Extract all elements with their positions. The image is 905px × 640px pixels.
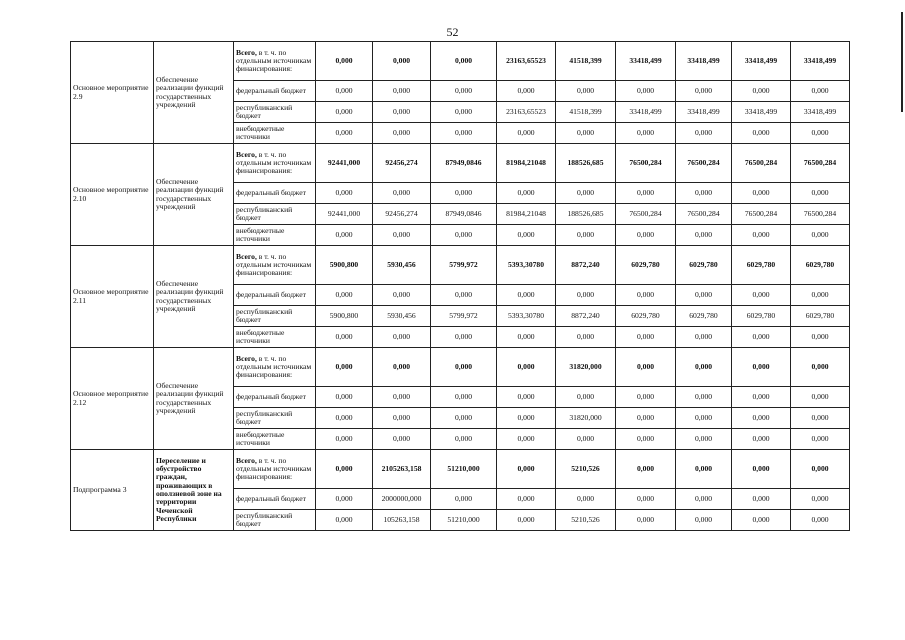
value-cell: 0,000 [732,327,791,348]
value-cell: 41518,399 [556,42,616,81]
value-cell: 0,000 [616,285,676,306]
value-cell: 0,000 [616,81,676,102]
value-cell: 0,000 [431,123,497,144]
value-cell: 0,000 [316,183,373,204]
funding-source-label: республиканский бюджет [236,408,293,426]
value-cell: 8872,240 [556,306,616,327]
value-cell: 0,000 [556,327,616,348]
funding-source-label: в т. ч. по отдельным источникам финансирования: [236,455,312,482]
value-cell: 0,000 [373,348,431,387]
value-cell: 0,000 [431,102,497,123]
value-cell: 0,000 [556,81,616,102]
funding-source-label: в т. ч. по отдельным источникам финансирования: [236,251,312,278]
funding-source-label: федеральный бюджет [236,391,306,401]
value-cell: 0,000 [732,81,791,102]
value-cell: 0,000 [791,285,850,306]
funding-source-cell [234,408,316,429]
value-cell: 0,000 [616,489,676,510]
value-cell: 0,000 [316,489,373,510]
value-cell: 92441,000 [316,204,373,225]
value-cell: 87949,0846 [431,204,497,225]
value-cell: 76500,284 [732,204,791,225]
value-cell: 0,000 [791,387,850,408]
value-cell: 0,000 [616,348,676,387]
budget-table [70,41,850,531]
funding-source-cell [234,183,316,204]
value-cell: 0,000 [791,123,850,144]
value-cell: 0,000 [431,489,497,510]
funding-source-cell [234,327,316,348]
value-cell: 0,000 [616,450,676,489]
value-cell: 0,000 [316,510,373,531]
value-cell: 0,000 [497,285,556,306]
value-cell: 0,000 [497,387,556,408]
value-cell: 188526,685 [556,204,616,225]
scan-edge-mark [901,12,903,112]
measure-cell: Основное мероприятие 2.11 [71,246,154,348]
table-row-total [71,348,850,387]
value-cell: 0,000 [497,408,556,429]
value-cell: 0,000 [791,429,850,450]
funding-source-total-label: Всего, [236,353,257,363]
value-cell: 0,000 [676,225,732,246]
value-cell: 33418,499 [676,42,732,81]
value-cell: 76500,284 [616,204,676,225]
value-cell: 0,000 [316,408,373,429]
value-cell: 5210,526 [556,450,616,489]
value-cell: 0,000 [316,123,373,144]
value-cell: 0,000 [616,387,676,408]
value-cell: 0,000 [732,450,791,489]
value-cell: 33418,499 [791,102,850,123]
value-cell: 0,000 [791,408,850,429]
measure-cell: Основное мероприятие 2.10 [71,144,154,246]
value-cell: 51210,000 [431,450,497,489]
value-cell: 0,000 [316,102,373,123]
value-cell: 5900,800 [316,306,373,327]
value-cell: 0,000 [316,450,373,489]
value-cell: 0,000 [431,81,497,102]
table-row-total [71,450,850,489]
funding-source-cell [234,387,316,408]
value-cell: 0,000 [676,408,732,429]
funding-source-cell [234,102,316,123]
value-cell: 0,000 [431,348,497,387]
value-cell: 31820,000 [556,348,616,387]
value-cell: 0,000 [316,429,373,450]
value-cell: 0,000 [616,327,676,348]
value-cell: 0,000 [497,327,556,348]
funding-source-label: республиканский бюджет [236,306,293,324]
value-cell: 0,000 [676,123,732,144]
value-cell: 0,000 [616,510,676,531]
value-cell: 0,000 [676,348,732,387]
value-cell: 41518,399 [556,102,616,123]
value-cell: 0,000 [497,429,556,450]
funding-source-cell [234,429,316,450]
value-cell: 76500,284 [616,144,676,183]
measure-cell: Основное мероприятие 2.12 [71,348,154,450]
value-cell: 0,000 [497,348,556,387]
value-cell: 33418,499 [616,102,676,123]
value-cell: 33418,499 [616,42,676,81]
funding-source-label: в т. ч. по отдельным источникам финансирования: [236,47,312,74]
value-cell: 0,000 [316,81,373,102]
value-cell: 0,000 [732,489,791,510]
funding-source-label: внебюджетные источники [236,225,285,243]
funding-source-cell [234,81,316,102]
value-cell: 0,000 [732,429,791,450]
value-cell: 0,000 [791,225,850,246]
value-cell: 105263,158 [373,510,431,531]
value-cell: 33418,499 [791,42,850,81]
value-cell: 92456,274 [373,144,431,183]
value-cell: 0,000 [676,183,732,204]
value-cell: 0,000 [616,408,676,429]
table-row-total [71,246,850,285]
value-cell: 0,000 [732,123,791,144]
value-cell: 76500,284 [676,144,732,183]
funding-source-cell [234,123,316,144]
funding-source-label: внебюджетные источники [236,429,285,447]
funding-source-label: федеральный бюджет [236,85,306,95]
value-cell: 0,000 [373,387,431,408]
funding-source-total-label: Всего, [236,251,257,261]
value-cell: 8872,240 [556,246,616,285]
value-cell: 0,000 [732,285,791,306]
table-row-total [71,144,850,183]
funding-source-label: внебюджетные источники [236,327,285,345]
value-cell: 0,000 [497,489,556,510]
value-cell: 188526,685 [556,144,616,183]
value-cell: 0,000 [556,225,616,246]
value-cell: 0,000 [676,285,732,306]
funding-source-label: в т. ч. по отдельным источникам финансирования: [236,353,312,380]
value-cell: 0,000 [556,489,616,510]
funding-source-cell [234,348,316,387]
value-cell: 0,000 [732,387,791,408]
funding-source-cell [234,246,316,285]
value-cell: 92441,000 [316,144,373,183]
value-cell: 0,000 [616,225,676,246]
value-cell: 0,000 [556,387,616,408]
value-cell: 6029,780 [732,246,791,285]
funding-source-cell [234,204,316,225]
value-cell: 0,000 [732,348,791,387]
value-cell: 76500,284 [791,204,850,225]
value-cell: 0,000 [556,429,616,450]
value-cell: 0,000 [431,183,497,204]
funding-source-label: внебюджетные источники [236,123,285,141]
value-cell: 0,000 [556,123,616,144]
value-cell: 0,000 [676,327,732,348]
value-cell: 0,000 [676,81,732,102]
value-cell: 0,000 [373,429,431,450]
value-cell: 76500,284 [791,144,850,183]
value-cell: 92456,274 [373,204,431,225]
funding-source-cell [234,144,316,183]
budget-table-body [71,42,850,531]
value-cell: 0,000 [373,225,431,246]
value-cell: 0,000 [316,387,373,408]
value-cell: 5900,800 [316,246,373,285]
value-cell: 0,000 [316,285,373,306]
value-cell: 0,000 [791,489,850,510]
measure-name-cell: Обеспечение реализации функций государственных учреждений [154,348,234,450]
value-cell: 0,000 [497,183,556,204]
value-cell: 0,000 [732,183,791,204]
funding-source-label: республиканский бюджет [236,204,293,222]
value-cell: 0,000 [791,510,850,531]
value-cell: 0,000 [676,429,732,450]
value-cell: 6029,780 [676,306,732,327]
value-cell: 0,000 [732,510,791,531]
value-cell: 0,000 [431,327,497,348]
value-cell: 6029,780 [616,246,676,285]
value-cell: 51210,000 [431,510,497,531]
value-cell: 33418,499 [732,42,791,81]
value-cell: 0,000 [316,225,373,246]
value-cell: 6029,780 [616,306,676,327]
value-cell: 23163,65523 [497,42,556,81]
funding-source-label: федеральный бюджет [236,289,306,299]
value-cell: 5930,456 [373,246,431,285]
page-number: 52 [446,25,459,39]
value-cell: 0,000 [373,408,431,429]
measure-name-cell: Обеспечение реализации функций государственных учреждений [154,144,234,246]
value-cell: 2000000,000 [373,489,431,510]
value-cell: 0,000 [373,81,431,102]
value-cell: 0,000 [497,225,556,246]
value-cell: 0,000 [316,327,373,348]
value-cell: 0,000 [791,348,850,387]
value-cell: 0,000 [497,450,556,489]
funding-source-cell [234,225,316,246]
funding-source-total-label: Всего, [236,455,257,465]
value-cell: 5930,456 [373,306,431,327]
funding-source-total-label: Всего, [236,149,257,159]
value-cell: 5393,30780 [497,246,556,285]
value-cell: 23163,65523 [497,102,556,123]
value-cell: 0,000 [373,285,431,306]
funding-source-label: в т. ч. по отдельным источникам финансирования: [236,149,312,176]
measure-cell: Подпрограмма 3 [71,450,154,531]
value-cell: 5799,972 [431,246,497,285]
funding-source-cell [234,285,316,306]
value-cell: 81984,21048 [497,204,556,225]
value-cell: 6029,780 [676,246,732,285]
funding-source-label: федеральный бюджет [236,187,306,197]
funding-source-label: республиканский бюджет [236,510,293,528]
value-cell: 6029,780 [732,306,791,327]
value-cell: 0,000 [732,408,791,429]
value-cell: 0,000 [556,285,616,306]
value-cell: 0,000 [373,42,431,81]
value-cell: 0,000 [373,102,431,123]
value-cell: 0,000 [791,327,850,348]
value-cell: 0,000 [431,387,497,408]
value-cell: 0,000 [431,225,497,246]
value-cell: 81984,21048 [497,144,556,183]
value-cell: 5799,972 [431,306,497,327]
value-cell: 0,000 [497,510,556,531]
value-cell: 0,000 [431,42,497,81]
value-cell: 0,000 [431,408,497,429]
value-cell: 0,000 [616,183,676,204]
value-cell: 0,000 [373,123,431,144]
value-cell: 33418,499 [676,102,732,123]
measure-name-cell: Обеспечение реализации функций государственных учреждений [154,42,234,144]
table-row-total [71,42,850,81]
funding-source-label: республиканский бюджет [236,102,293,120]
funding-source-cell [234,510,316,531]
value-cell: 0,000 [676,387,732,408]
value-cell: 0,000 [791,450,850,489]
value-cell: 0,000 [616,429,676,450]
value-cell: 87949,0846 [431,144,497,183]
value-cell: 76500,284 [676,204,732,225]
value-cell: 0,000 [556,183,616,204]
value-cell: 0,000 [373,183,431,204]
value-cell: 0,000 [316,348,373,387]
value-cell: 0,000 [316,42,373,81]
value-cell: 2105263,158 [373,450,431,489]
funding-source-cell [234,42,316,81]
value-cell: 33418,499 [732,102,791,123]
value-cell: 0,000 [791,81,850,102]
value-cell: 0,000 [791,183,850,204]
measure-cell: Основное мероприятие 2.9 [71,42,154,144]
funding-source-cell [234,489,316,510]
value-cell: 5210,526 [556,510,616,531]
value-cell: 0,000 [676,510,732,531]
measure-name-cell: Обеспечение реализации функций государственных учреждений [154,246,234,348]
funding-source-cell [234,450,316,489]
value-cell: 6029,780 [791,246,850,285]
funding-source-label: федеральный бюджет [236,493,306,503]
value-cell: 0,000 [431,429,497,450]
value-cell: 5393,30780 [497,306,556,327]
value-cell: 0,000 [676,489,732,510]
value-cell: 0,000 [497,123,556,144]
value-cell: 6029,780 [791,306,850,327]
value-cell: 0,000 [616,123,676,144]
value-cell: 0,000 [373,327,431,348]
measure-name-cell: Переселение и обустройство граждан, проживающих в оползневой зоне на территории Чеченской Республики [154,450,234,531]
value-cell: 31820,000 [556,408,616,429]
value-cell: 0,000 [676,450,732,489]
value-cell: 0,000 [732,225,791,246]
funding-source-total-label: Всего, [236,47,257,57]
value-cell: 0,000 [431,285,497,306]
value-cell: 76500,284 [732,144,791,183]
value-cell: 0,000 [497,81,556,102]
funding-source-cell [234,306,316,327]
